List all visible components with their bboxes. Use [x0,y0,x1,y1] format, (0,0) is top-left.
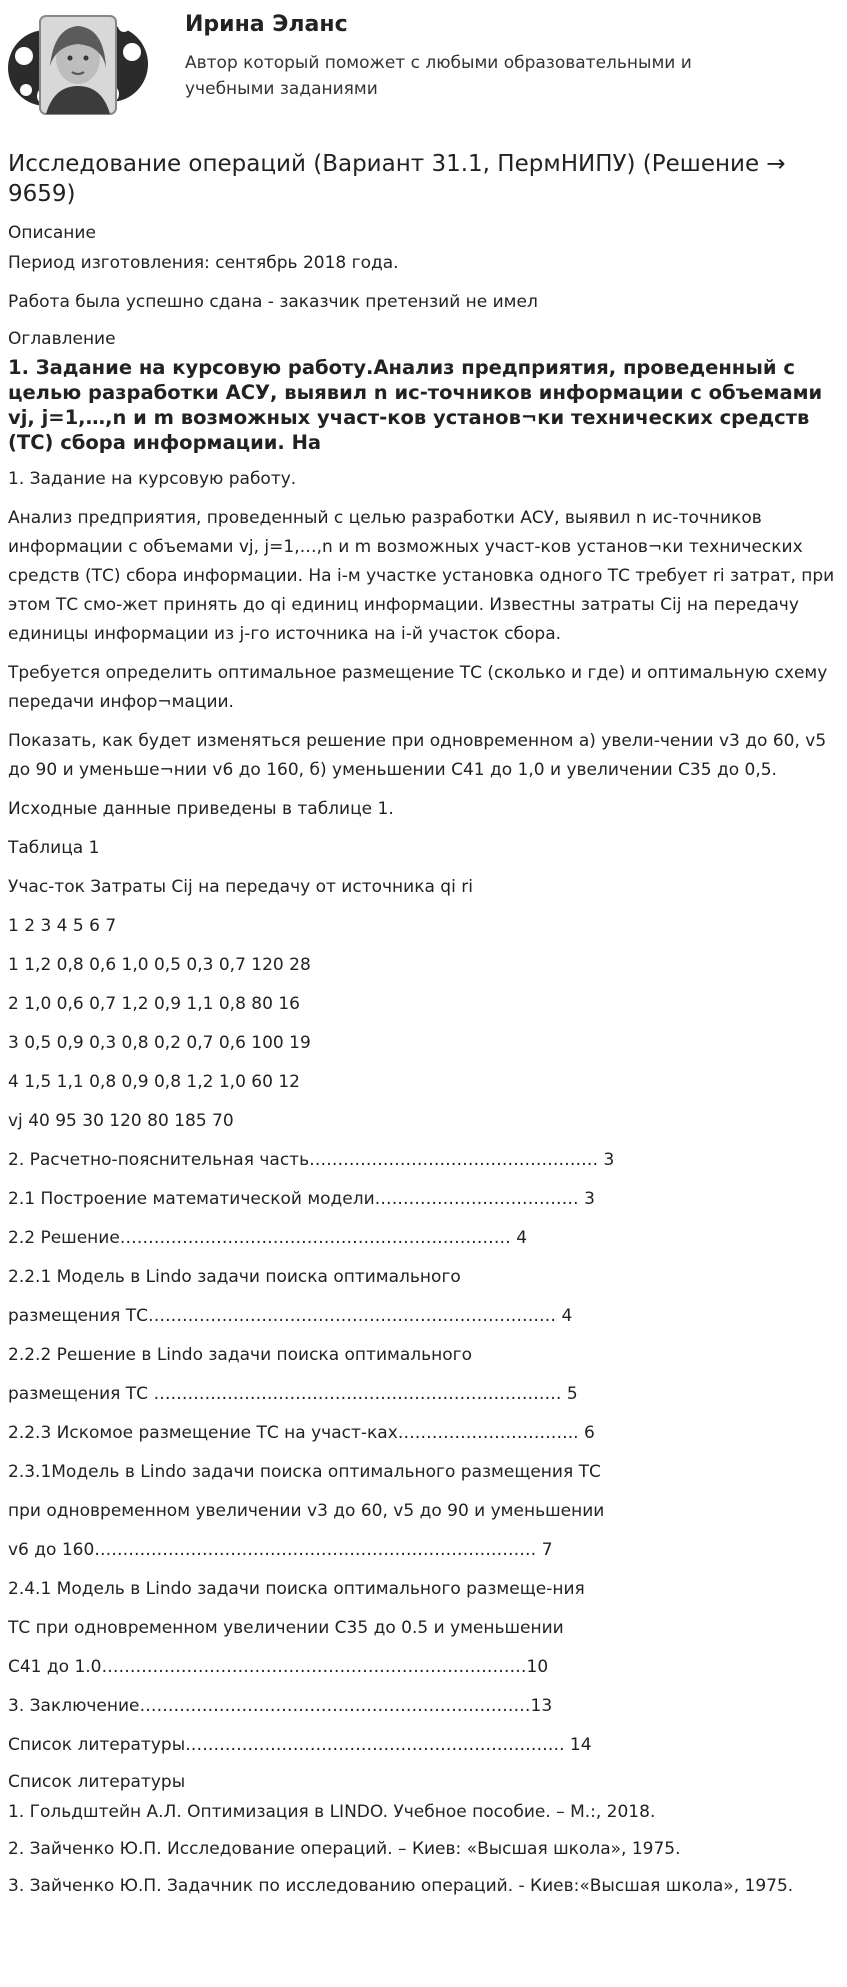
toc-entry: размещения ТС……………………………………………………………… 4 [8,1306,573,1326]
toc-entry: 3. Заключение……………………………………………………………13 [8,1696,553,1716]
toc-entry: 2.3.1Модель в Lindo задачи поиска оптимального размещения ТС [8,1462,601,1482]
table-line: 2 1,0 0,6 0,7 1,2 0,9 1,1 0,8 80 16 [8,994,300,1014]
table-caption: Таблица 1 [8,838,100,858]
page-title: Исследование операций (Вариант 31.1, ПермНИПУ) (Решение → 9659) [8,151,786,207]
toc-entry: 2.2.1 Модель в Lindo задачи поиска оптимального [8,1267,461,1287]
toc-entry: размещения ТС ……………………………………………………………… 5 [8,1384,578,1404]
toc-entry: 2.2.2 Решение в Lindo задачи поиска оптимального [8,1345,472,1365]
toc-entry: при одновременном увеличении v3 до 60, v5 до 90 и уменьшении [8,1501,605,1521]
table-line: Учас-ток Затраты Cij на передачу от источника qi ri [8,877,473,897]
reference-item: 3. Зайченко Ю.П. Задачник по исследованию операций. - Киев:«Высшая школа», 1975. [8,1876,794,1896]
body-paragraph: Требуется определить оптимальное размещение ТС (сколько и где) и оптимальную схему передачи инфор¬мации. [8,663,828,712]
description-paragraph: Период изготовления: сентябрь 2018 года. [8,253,399,273]
references-list [8,1798,838,1901]
table-line: 1 2 3 4 5 6 7 [8,916,117,936]
avatar[interactable] [6,6,150,126]
toc-entry: v6 до 160…………………………………………………………………… 7 [8,1540,553,1560]
toc-entry: Список литературы…………………………………………………………. 14 [8,1735,592,1755]
toc-entry: 2.1 Построение математической модели……………………………… 3 [8,1189,595,1209]
author-header [0,0,847,140]
toc-body [8,465,838,1760]
description-paragraph: Работа была успешно сдана - заказчик претензий не имел [8,292,538,312]
toc-label: Оглавление [8,329,116,349]
author-name[interactable]: Ирина Эланс [185,12,348,37]
toc-title: 1. Задание на курсовую работу.Анализ предприятия, проведенный с целью разработки АСУ, выявил n ис-точников информации с объемами vj, j=1,…,n и m возможных участ-ков установ¬ки технических средств (ТС) сбора информации. На [8,356,823,454]
references-label: Список литературы [8,1772,186,1792]
author-description: Автор который поможет с любыми образовательными и учебными заданиями [185,53,692,99]
body-paragraph: Анализ предприятия, проведенный с целью разработки АСУ, выявил n ис-точников информации с объемами vj, j=1,…,n и m возможных участ-ков установ¬ки технических средств (ТС) сбора информации. На i-м участке установка одного ТС требует ri затрат, при этом ТС смо-жет принять до qi единиц информации. Известны затраты Cij на передачу единицы информации из j-го источника на i-й участок сбора. [8,508,835,644]
main-content [8,145,838,1909]
toc-entry: 2.2.3 Искомое размещение ТС на участ-ках………………………….. 6 [8,1423,595,1443]
body-paragraph: 1. Задание на курсовую работу. [8,469,297,489]
table-line: 4 1,5 1,1 0,8 0,9 0,8 1,2 1,0 60 12 [8,1072,300,1092]
toc-entry: 2. Расчетно-пояснительная часть…………………………………………… 3 [8,1150,615,1170]
toc-entry: C41 до 1.0…………………………………………………………………10 [8,1657,549,1677]
table-line: 1 1,2 0,8 0,6 1,0 0,5 0,3 0,7 120 28 [8,955,311,975]
reference-item: 1. Гольдштейн А.Л. Оптимизация в LINDO. Учебное пособие. – М.:, 2018. [8,1802,656,1822]
table-line: vj 40 95 30 120 80 185 70 [8,1111,234,1131]
table-line: 3 0,5 0,9 0,3 0,8 0,2 0,7 0,6 100 19 [8,1033,311,1053]
description-section [8,249,838,317]
body-paragraph: Исходные данные приведены в таблице 1. [8,799,394,819]
description-label: Описание [8,223,96,243]
toc-entry: 2.4.1 Модель в Lindo задачи поиска оптимального размеще-ния [8,1579,585,1599]
reference-item: 2. Зайченко Ю.П. Исследование операций. – Киев: «Высшая школа», 1975. [8,1839,681,1859]
avatar-image [6,6,150,126]
toc-entry: ТС при одновременном увеличении C35 до 0.5 и уменьшении [8,1618,564,1638]
body-paragraph: Показать, как будет изменяться решение при одновременном а) увели-чении v3 до 60, v5 до 90 и уменьше¬нии v6 до 160, б) уменьшении C41 до 1,0 и увеличении C35 до 0,5. [8,731,827,780]
toc-entry: 2.2 Решение…………………………………………………………… 4 [8,1228,528,1248]
